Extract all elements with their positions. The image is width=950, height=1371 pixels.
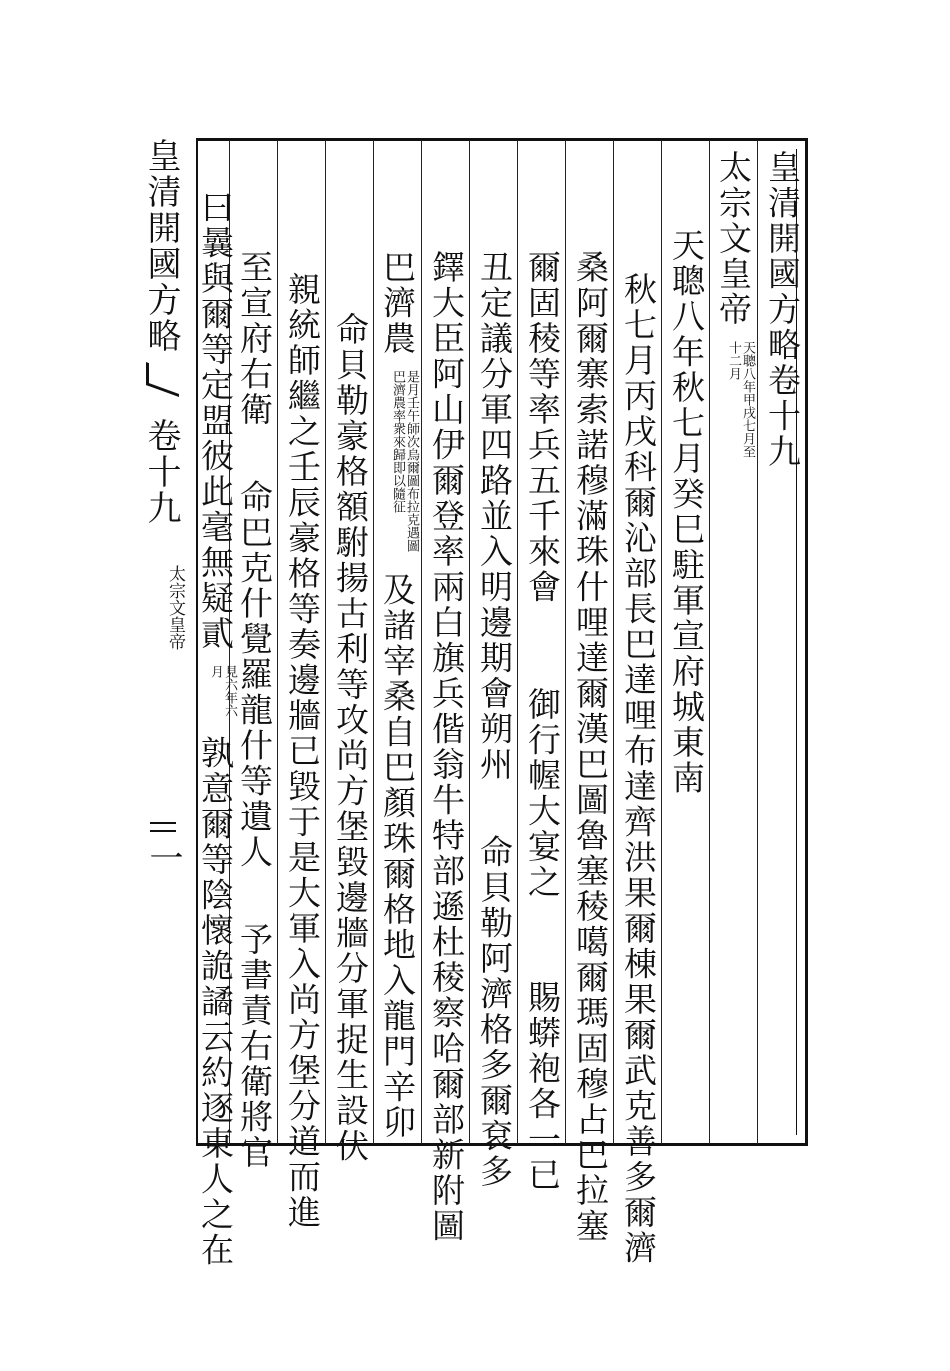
text-line: 命貝勒豪格額駙揚古利等攻尚方堡毀邊牆分軍捉生設伏: [331, 312, 370, 1164]
text-column-6: [522, 250, 562, 1193]
text-line: 孰意爾等陰懷詭譎云約逐東人之在: [196, 735, 235, 1268]
column-rule: [661, 140, 662, 1144]
text-column-7: [474, 250, 514, 1190]
column-rule: [373, 140, 374, 1144]
column-rule: [421, 140, 422, 1144]
text-column-5: [570, 250, 610, 1244]
fold-book-title: 皇清開國方略: [141, 138, 181, 354]
emperor-heading: 太宗文皇帝: [714, 150, 753, 328]
text-line: 予書責右衛將官: [235, 922, 274, 1171]
column-rule: [709, 140, 710, 1144]
text-column-12: [234, 250, 274, 1171]
annotation-note: 見六年六月: [208, 664, 237, 717]
column-rule: [757, 140, 758, 1144]
text-line: 命貝勒阿濟格多爾袞多: [475, 834, 514, 1190]
volume-heading: 皇清開國方略卷十九: [763, 150, 802, 470]
entry-heading: 天聰八年秋七月癸巳駐軍宣府城東南: [667, 228, 706, 796]
fold-emperor-label: 太宗文皇帝: [165, 565, 185, 650]
column-rule: [469, 140, 470, 1144]
annotation-note: 是月壬午師次烏爾圖布拉克遇圖巴濟農率衆來歸即以隨征: [390, 369, 419, 552]
text-line: 親統師繼之壬辰豪格等奏邊牆已毀于是大軍入尚方堡分道而進: [283, 272, 322, 1231]
fold-fishtail-mark: [146, 362, 179, 397]
fold-volume-number: 卷十九: [141, 418, 181, 526]
column-rule: [517, 140, 518, 1144]
text-line: 命巴克什覺羅龍什等遺人: [235, 479, 274, 870]
column-rule: [277, 140, 278, 1144]
text-line: 賜蟒袍各一已: [523, 980, 562, 1193]
column-rule: [565, 140, 566, 1144]
text-line: 秋七月丙戌科爾沁部長巴達哩布達齊洪果爾棟果爾武克善多爾濟: [619, 272, 658, 1266]
text-column-10: [330, 312, 370, 1164]
fold-page-number: 一: [143, 840, 183, 874]
text-line: 及諸宰桑自巴顏珠爾格地入龍門辛卯: [378, 572, 417, 1141]
text-column-11: [282, 272, 322, 1231]
text-line: 丑定議分軍四路並入明邊期會朔州: [475, 250, 514, 783]
text-line: 至宣府右衛: [235, 250, 274, 428]
text-line: 鐸大臣阿山伊爾登率兩白旗兵偕翁牛特部遜杜稜察哈爾部新附圖: [427, 250, 466, 1244]
column-rule: [613, 140, 614, 1144]
text-column-4: [618, 272, 658, 1266]
text-line: 爾固稜等率兵五千來會: [523, 250, 562, 605]
text-column-13: [196, 190, 236, 1268]
text-column-3: [666, 228, 706, 796]
text-column-1: [762, 150, 802, 470]
text-line: 曰曩與爾等定盟彼此毫無疑貳: [196, 190, 235, 652]
text-line: 御行幄大宴之: [523, 687, 562, 900]
text-line: 桑阿爾寨索諾穆滿珠什哩達爾漢巴圖魯塞稜噶爾瑪固穆占巴拉塞: [571, 250, 610, 1244]
column-rule: [325, 140, 326, 1144]
text-column-9: [378, 250, 418, 1141]
fold-double-rule: [150, 822, 176, 832]
text-column-8: [426, 250, 466, 1244]
text-line: 巴濟農: [378, 250, 417, 357]
text-column-2: [714, 150, 754, 461]
date-range-note: 天聰八年甲戌七月至十二月: [726, 340, 755, 458]
